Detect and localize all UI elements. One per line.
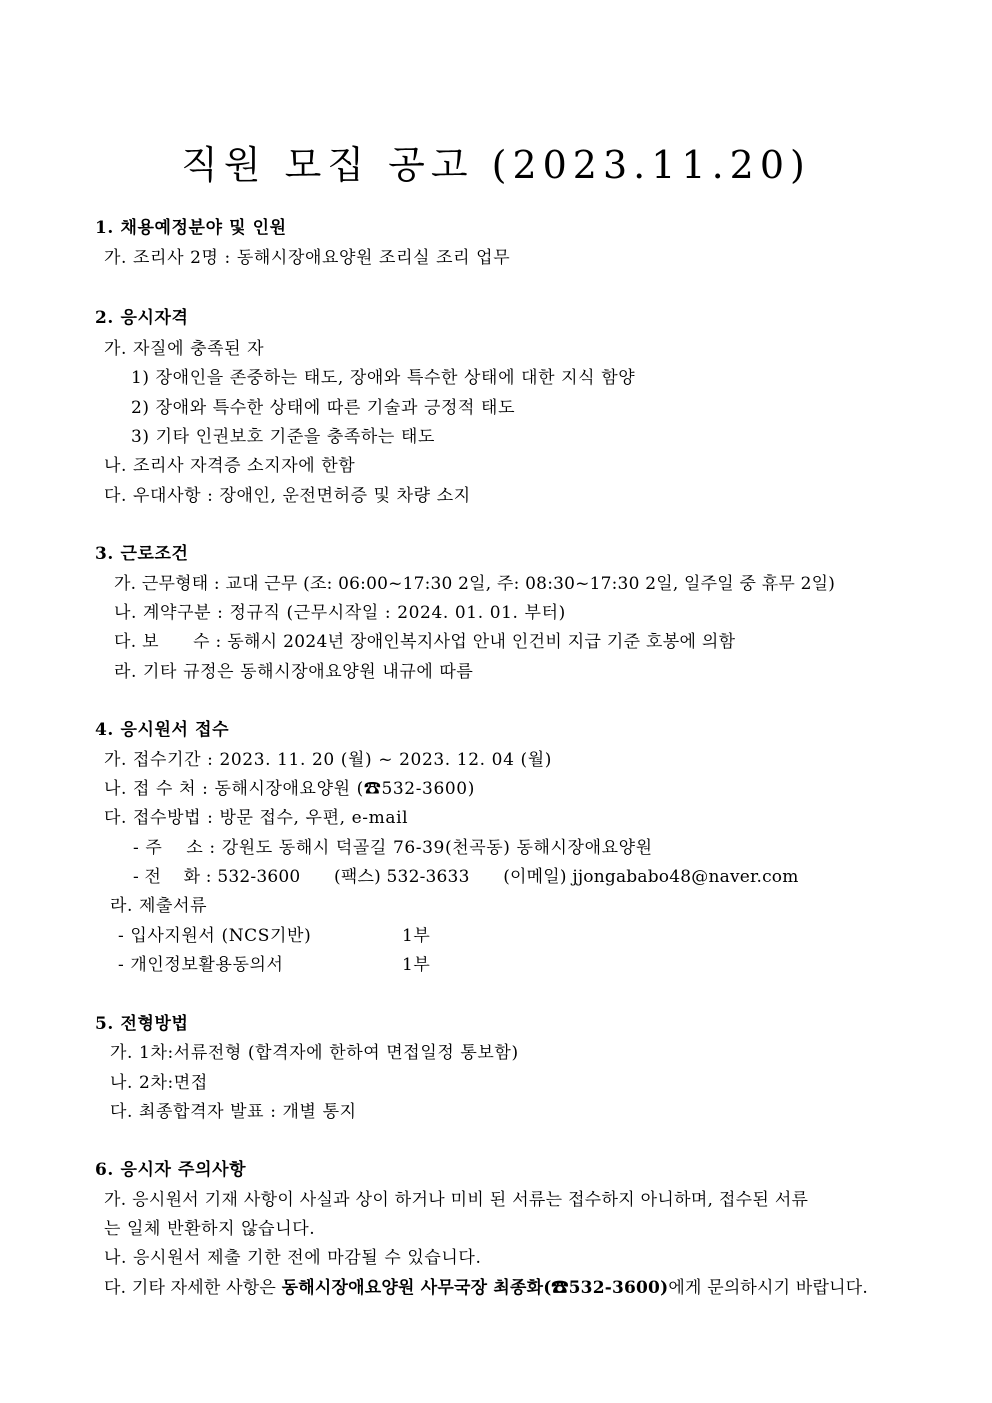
section-3-item-c: 다. 보 수 : 동해시 2024년 장애인복지사업 안내 인건비 지급 기준 호봉에 의함: [114, 632, 736, 652]
section-2-subitem-3: 3) 기타 인권보호 기준을 충족하는 태도: [131, 427, 435, 447]
section-2-subitem-2: 2) 장애와 특수한 상태에 따른 기술과 긍정적 태도: [131, 398, 516, 418]
section-2-item-b: 나. 조리사 자격증 소지자에 한함: [104, 456, 356, 476]
section-3-item-b: 나. 계약구분 : 정규직 (근무시작일 : 2024. 01. 01. 부터): [114, 603, 566, 623]
section-5-item-a: 가. 1차:서류전형 (합격자에 한하여 면접일정 통보함): [110, 1043, 519, 1063]
section-6-item-c-prefix: 다. 기타 자세한 사항은: [104, 1278, 282, 1298]
section-4-item-d: 라. 제출서류: [110, 896, 208, 916]
document-item-2-name: - 개인정보활용동의서: [118, 955, 284, 975]
section-5-item-c: 다. 최종합격자 발표 : 개별 통지: [110, 1102, 357, 1122]
document-item-2: [118, 953, 284, 977]
section-1-heading: 1. 채용예정분야 및 인원: [95, 218, 287, 238]
section-3-item-d: 라. 기타 규정은 동해시장애요양원 내규에 따름: [114, 662, 474, 682]
section-4-address: - 주 소 : 강원도 동해시 덕골길 76-39(천곡동) 동해시장애요양원: [133, 838, 653, 858]
section-4-contact: - 전 화 : 532-3600 (팩스) 532-3633 (이메일) jjongababo48@naver.com: [133, 867, 799, 887]
section-3-heading: 3. 근로조건: [95, 544, 189, 564]
document-item-2-count: 1부: [402, 955, 431, 975]
section-6-heading: 6. 응시자 주의사항: [95, 1160, 247, 1180]
section-2-item-a: 가. 자질에 충족된 자: [104, 339, 265, 359]
section-5-heading: 5. 전형방법: [95, 1014, 189, 1034]
document-item-1-name: - 입사지원서 (NCS기반): [118, 926, 312, 946]
section-6-item-b: 나. 응시원서 제출 기한 전에 마감될 수 있습니다.: [104, 1248, 482, 1268]
section-2-heading: 2. 응시자격: [95, 308, 189, 328]
section-5-item-b: 나. 2차:면접: [110, 1073, 208, 1093]
section-6-item-c-suffix: 에게 문의하시기 바랍니다.: [668, 1278, 868, 1298]
contact-person: 동해시장애요양원 사무국장 최종화(☎532-3600): [281, 1278, 669, 1298]
section-4-item-a: 가. 접수기간 : 2023. 11. 20 (월) ~ 2023. 12. 04 (월): [104, 750, 552, 770]
document-item-1-count: 1부: [402, 926, 431, 946]
section-3-item-a: 가. 근무형태 : 교대 근무 (조: 06:00~17:30 2일, 주: 08:30~17:30 2일, 일주일 중 휴무 2일): [114, 574, 836, 594]
section-4-item-c: 다. 접수방법 : 방문 접수, 우편, e-mail: [104, 808, 409, 828]
section-4-heading: 4. 응시원서 접수: [95, 720, 230, 740]
page-title: 직원 모집 공고 (2023.11.20): [181, 143, 811, 187]
section-6-item-c: [104, 1276, 868, 1300]
section-6-item-a-line-1: 가. 응시원서 기재 사항이 사실과 상이 하거나 미비 된 서류는 접수하지 아니하며, 접수된 서류: [104, 1190, 809, 1210]
section-6-item-a-line-2: 는 일체 반환하지 않습니다.: [104, 1219, 316, 1239]
section-2-item-c: 다. 우대사항 : 장애인, 운전면허증 및 차량 소지: [104, 486, 471, 506]
section-1-item: 가. 조리사 2명 : 동해시장애요양원 조리실 조리 업무: [104, 248, 511, 268]
section-4-item-b: 나. 접 수 처 : 동해시장애요양원 (☎532-3600): [104, 779, 475, 799]
section-2-subitem-1: 1) 장애인을 존중하는 태도, 장애와 특수한 상태에 대한 지식 함양: [131, 368, 636, 388]
document-item-1: [118, 924, 311, 948]
